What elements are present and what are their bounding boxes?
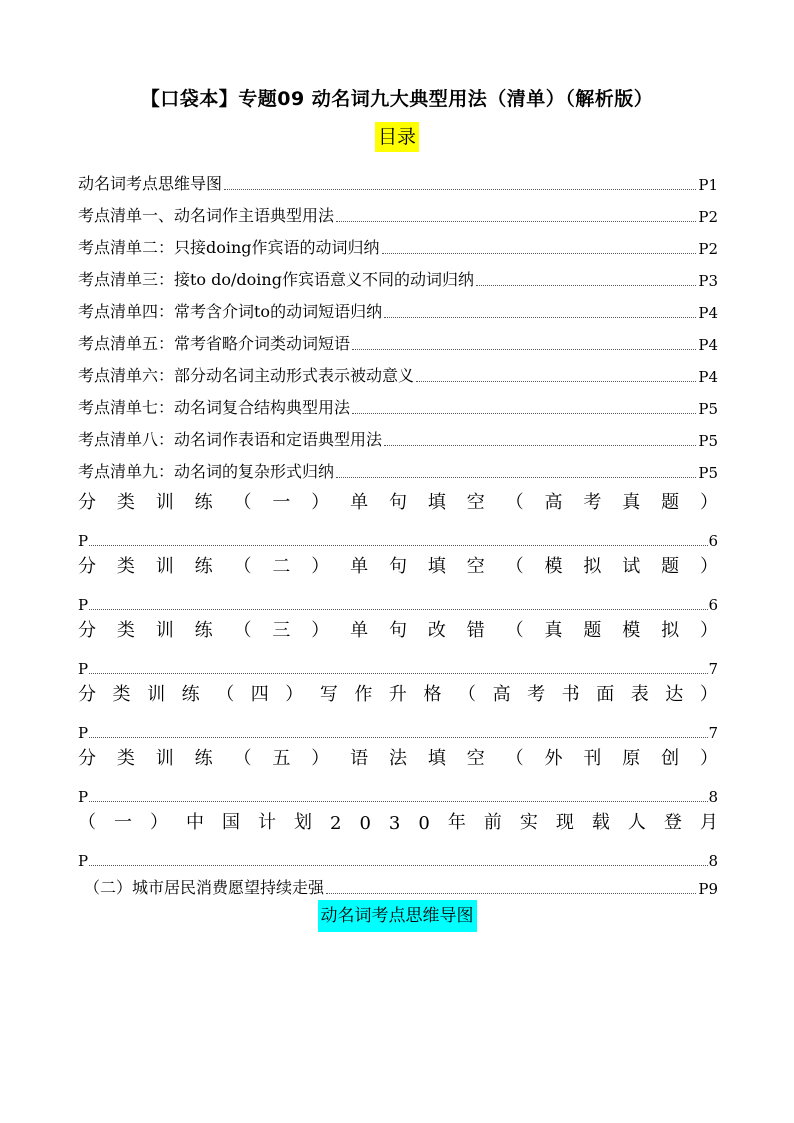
toc-spread-char: 创 bbox=[661, 747, 680, 769]
toc-spread-char: 练 bbox=[181, 683, 200, 705]
toc-spread-char: ） bbox=[311, 619, 330, 641]
toc-spread-char: 考 bbox=[527, 683, 546, 705]
toc-spread-char: 一 bbox=[272, 491, 291, 513]
toc-spread-char: 类 bbox=[116, 491, 135, 513]
toc-entry[interactable] bbox=[78, 418, 718, 450]
toc-spread-char: 划 bbox=[294, 811, 312, 833]
toc-entry-page: P4 bbox=[698, 368, 718, 386]
toc-spread-char: 0 bbox=[418, 812, 430, 834]
toc-leader-dots bbox=[384, 444, 696, 446]
toc-spread-char: ） bbox=[311, 491, 330, 513]
toc-entry-label: 考点清单四：常考含介词to的动词短语归纳 bbox=[78, 302, 383, 321]
toc-spread-char: 三 bbox=[272, 619, 291, 641]
toc-entry-label: 考点清单六：部分动名词主动形式表示被动意义 bbox=[78, 366, 415, 385]
toc-spread-char: 3 bbox=[388, 812, 401, 834]
toc-spread-char: 错 bbox=[466, 619, 485, 641]
toc-entry-last[interactable] bbox=[78, 866, 718, 898]
toc-spread-char: ） bbox=[700, 491, 718, 513]
toc-spread-char: 外 bbox=[544, 747, 563, 769]
toc-spread-char: 实 bbox=[519, 811, 538, 833]
toc-entry[interactable] bbox=[78, 322, 718, 354]
toc-leader-dots bbox=[352, 412, 696, 414]
toc-spread-char: 句 bbox=[389, 555, 407, 577]
toc-spread-char: 考 bbox=[583, 491, 602, 513]
toc-spread-page-prefix: P bbox=[78, 852, 89, 870]
toc-spread-char: 二 bbox=[272, 555, 291, 577]
toc-spread-page-line bbox=[78, 642, 718, 678]
toc-spread-char: ） bbox=[285, 683, 304, 705]
toc-spread-char: 句 bbox=[389, 619, 407, 641]
toc-heading-wrap bbox=[0, 122, 794, 152]
toc-spread-char: ） bbox=[311, 747, 330, 769]
toc-spread-char: 月 bbox=[699, 811, 718, 833]
toc-spread-char: （ bbox=[78, 811, 96, 833]
toc-spread-char: 空 bbox=[466, 491, 485, 513]
toc-entry-label: 考点清单九：动名词的复杂形式归纳 bbox=[78, 462, 335, 481]
toc-spread-char: ） bbox=[700, 619, 718, 641]
toc-spread-char: 现 bbox=[555, 811, 574, 833]
toc-spread-char: 真 bbox=[544, 619, 563, 641]
toc-entry-label: 考点清单七：动名词复合结构典型用法 bbox=[78, 398, 351, 417]
toc-entry-page: P9 bbox=[698, 880, 718, 898]
toc-spread-char: 练 bbox=[194, 491, 213, 513]
toc-spread-char: 分 bbox=[78, 491, 96, 513]
toc-spread-char: 面 bbox=[596, 683, 615, 705]
toc-spread-char: 模 bbox=[622, 619, 641, 641]
toc-spread-char: （ bbox=[233, 747, 252, 769]
toc-spread-char: 中 bbox=[186, 811, 204, 833]
toc-spread-char: （ bbox=[505, 747, 524, 769]
toc-entry-page: P4 bbox=[698, 304, 718, 322]
toc-spread-char: 五 bbox=[272, 747, 291, 769]
toc-spread-char: 训 bbox=[155, 491, 174, 513]
mindmap-heading: 动名词考点思维导图 bbox=[318, 900, 477, 932]
toc-spread-char: 分 bbox=[78, 555, 96, 577]
toc-spread-page-prefix: P bbox=[78, 788, 89, 806]
toc-spread-char: ） bbox=[700, 747, 718, 769]
toc-spread-char: 格 bbox=[423, 683, 442, 705]
table-of-contents bbox=[78, 162, 718, 898]
toc-spread-char: （ bbox=[233, 619, 252, 641]
toc-leader-dots bbox=[416, 380, 696, 382]
toc-spread-char: 达 bbox=[665, 683, 684, 705]
toc-spread-char: 训 bbox=[155, 619, 174, 641]
toc-spread-char: 改 bbox=[427, 619, 446, 641]
toc-spread-page-number: 8 bbox=[708, 852, 718, 870]
toc-spread-char: 2 bbox=[330, 812, 342, 834]
toc-spread-char: 刊 bbox=[583, 747, 602, 769]
toc-entry-page: P2 bbox=[698, 240, 718, 258]
toc-spread-char: （ bbox=[505, 491, 524, 513]
toc-rows bbox=[78, 162, 718, 482]
toc-spread-char: 登 bbox=[663, 811, 682, 833]
toc-spread-char: 高 bbox=[544, 491, 563, 513]
toc-entry-page: P2 bbox=[698, 208, 718, 226]
toc-leader-dots bbox=[326, 892, 696, 894]
toc-spread-char: 类 bbox=[116, 555, 135, 577]
toc-spread-char: 0 bbox=[359, 812, 371, 834]
toc-spread-char: 单 bbox=[350, 619, 369, 641]
toc-spread-char: 训 bbox=[147, 683, 166, 705]
toc-spread-char: （ bbox=[233, 491, 252, 513]
toc-entry-spread[interactable] bbox=[78, 674, 718, 742]
toc-spread-char: ） bbox=[699, 683, 718, 705]
toc-spread-char: 单 bbox=[350, 555, 369, 577]
toc-spread-page-number: 6 bbox=[708, 596, 718, 614]
toc-spread-char: 训 bbox=[155, 555, 174, 577]
toc-spread-char: 训 bbox=[155, 747, 174, 769]
toc-spread-page-prefix: P bbox=[78, 724, 89, 742]
toc-spread-page-number: 7 bbox=[708, 724, 718, 742]
toc-spread-rows bbox=[78, 482, 718, 870]
toc-entry-spread[interactable] bbox=[78, 546, 718, 614]
toc-spread-page-prefix: P bbox=[78, 660, 89, 678]
toc-leader-dots bbox=[336, 220, 696, 222]
toc-spread-char: 载 bbox=[591, 811, 610, 833]
toc-leader-dots bbox=[384, 316, 696, 318]
toc-spread-char: 表 bbox=[630, 683, 649, 705]
toc-spread-page-line bbox=[78, 514, 718, 550]
toc-entry-page: P5 bbox=[698, 400, 718, 418]
toc-spread-char: 类 bbox=[116, 619, 135, 641]
toc-spread-page-number: 8 bbox=[708, 788, 718, 806]
toc-spread-char: 年 bbox=[447, 811, 466, 833]
toc-spread-char: 人 bbox=[627, 811, 646, 833]
toc-spread-char: 国 bbox=[222, 811, 240, 833]
toc-entry-label: 动名词考点思维导图 bbox=[78, 174, 223, 193]
toc-spread-char: 一 bbox=[114, 811, 132, 833]
toc-spread-char: 填 bbox=[427, 555, 446, 577]
toc-spread-char: 题 bbox=[661, 491, 680, 513]
toc-entry-label: 考点清单一、动名词作主语典型用法 bbox=[78, 206, 335, 225]
toc-spread-page-prefix: P bbox=[78, 596, 89, 614]
toc-spread-char: 类 bbox=[116, 747, 135, 769]
toc-entry-spread[interactable] bbox=[78, 738, 718, 806]
toc-spread-char: 法 bbox=[389, 747, 407, 769]
toc-leader-dots bbox=[352, 348, 696, 350]
toc-spread-label bbox=[78, 738, 718, 770]
toc-entry-page: P4 bbox=[698, 336, 718, 354]
toc-spread-char: 书 bbox=[561, 683, 580, 705]
toc-spread-char: 题 bbox=[583, 619, 602, 641]
toc-spread-page-line bbox=[78, 578, 718, 614]
toc-spread-char: 升 bbox=[388, 683, 407, 705]
toc-spread-char: 原 bbox=[622, 747, 641, 769]
toc-spread-label bbox=[78, 546, 718, 578]
toc-spread-char: ） bbox=[150, 811, 168, 833]
toc-leader-dots bbox=[476, 284, 696, 286]
toc-spread-char: 练 bbox=[194, 619, 213, 641]
toc-heading: 目录 bbox=[375, 122, 419, 152]
toc-spread-char: 计 bbox=[258, 811, 276, 833]
toc-entry[interactable] bbox=[78, 386, 718, 418]
toc-entry-label: 考点清单八：动名词作表语和定语典型用法 bbox=[78, 430, 383, 449]
toc-leader-dots bbox=[382, 252, 697, 254]
mindmap-heading-wrap bbox=[0, 900, 794, 932]
toc-spread-char: （ bbox=[233, 555, 252, 577]
toc-entry-page: P3 bbox=[698, 272, 718, 290]
toc-entry-spread[interactable] bbox=[78, 802, 718, 870]
document-title: 【口袋本】专题09 动名词九大典型用法（清单）（解析版） bbox=[140, 88, 654, 110]
toc-entry-label: 考点清单三：接to do/doing作宾语意义不同的动词归纳 bbox=[78, 270, 474, 289]
toc-spread-char: 练 bbox=[194, 747, 213, 769]
toc-entry[interactable] bbox=[78, 194, 718, 226]
toc-entry[interactable] bbox=[78, 226, 718, 258]
toc-entry-label: 考点清单五：常考省略介词类动词短语 bbox=[78, 334, 351, 353]
toc-spread-char: 语 bbox=[350, 747, 369, 769]
toc-spread-char: 题 bbox=[661, 555, 680, 577]
toc-entry[interactable] bbox=[78, 162, 718, 194]
toc-entry-page: P1 bbox=[698, 176, 718, 194]
toc-spread-page-prefix: P bbox=[78, 532, 89, 550]
toc-spread-page-number: 6 bbox=[708, 532, 718, 550]
toc-spread-char: 单 bbox=[350, 491, 369, 513]
toc-spread-char: 试 bbox=[622, 555, 641, 577]
toc-spread-char: 空 bbox=[466, 747, 485, 769]
toc-spread-char: 写 bbox=[319, 683, 338, 705]
toc-spread-label bbox=[78, 802, 718, 834]
toc-spread-page-line bbox=[78, 834, 718, 870]
toc-spread-char: 分 bbox=[78, 747, 96, 769]
toc-entry[interactable] bbox=[78, 450, 718, 482]
toc-leader-dots bbox=[336, 476, 696, 478]
toc-spread-char: 作 bbox=[354, 683, 373, 705]
toc-spread-page-line bbox=[78, 706, 718, 742]
toc-spread-label bbox=[78, 610, 718, 642]
toc-spread-char: 分 bbox=[78, 683, 96, 705]
toc-entry-page: P5 bbox=[698, 432, 718, 450]
toc-spread-char: 填 bbox=[427, 747, 446, 769]
toc-spread-char: 四 bbox=[250, 683, 269, 705]
toc-spread-label bbox=[78, 482, 718, 514]
toc-spread-char: （ bbox=[505, 619, 524, 641]
toc-entry[interactable] bbox=[78, 354, 718, 386]
toc-spread-char: 填 bbox=[427, 491, 446, 513]
toc-entry-spread[interactable] bbox=[78, 610, 718, 678]
toc-spread-char: 空 bbox=[466, 555, 485, 577]
toc-entry-page: P5 bbox=[698, 464, 718, 482]
toc-entry-label: （二）城市居民消费愿望持续走强 bbox=[84, 878, 325, 897]
toc-leader-dots bbox=[224, 188, 696, 190]
toc-spread-char: 分 bbox=[78, 619, 96, 641]
toc-spread-char: 句 bbox=[389, 491, 407, 513]
toc-spread-char: （ bbox=[216, 683, 235, 705]
toc-spread-page-line bbox=[78, 770, 718, 806]
toc-spread-char: （ bbox=[458, 683, 477, 705]
toc-entry[interactable] bbox=[78, 258, 718, 290]
toc-spread-char: （ bbox=[505, 555, 524, 577]
toc-spread-char: 类 bbox=[112, 683, 131, 705]
toc-spread-char: 拟 bbox=[583, 555, 602, 577]
toc-spread-char: ） bbox=[700, 555, 718, 577]
toc-entry-label: 考点清单二：只接doing作宾语的动词归纳 bbox=[78, 238, 380, 257]
toc-spread-char: 练 bbox=[194, 555, 213, 577]
toc-spread-label bbox=[78, 674, 718, 706]
toc-entry-spread[interactable] bbox=[78, 482, 718, 550]
toc-spread-char: 高 bbox=[492, 683, 511, 705]
toc-spread-char: 前 bbox=[483, 811, 502, 833]
toc-spread-char: 真 bbox=[622, 491, 641, 513]
toc-spread-char: 拟 bbox=[661, 619, 680, 641]
toc-spread-char: 模 bbox=[544, 555, 563, 577]
toc-entry[interactable] bbox=[78, 290, 718, 322]
toc-spread-char: ） bbox=[311, 555, 330, 577]
toc-spread-page-number: 7 bbox=[708, 660, 718, 678]
